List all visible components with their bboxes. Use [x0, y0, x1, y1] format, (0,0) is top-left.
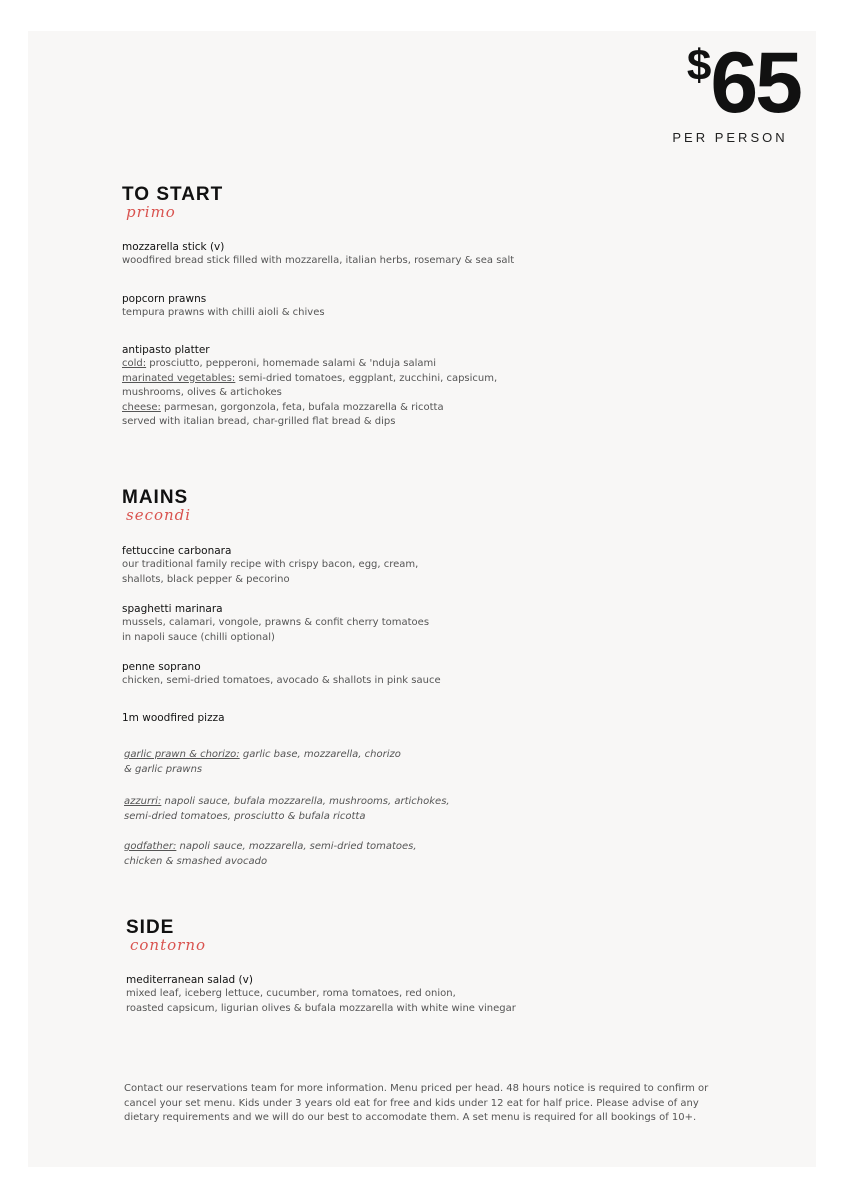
section-heading-side	[126, 918, 206, 952]
item-description-line	[122, 372, 497, 387]
menu-item	[122, 292, 325, 321]
footer-notice	[124, 1082, 734, 1126]
section-title: MAINS	[122, 487, 189, 508]
section-subtitle-script: secondi	[126, 506, 192, 524]
pizza-option	[124, 840, 417, 869]
item-description-line	[122, 357, 497, 372]
item-description-line	[122, 401, 497, 416]
menu-item	[122, 240, 514, 269]
item-name: mozzarella stick (v)	[122, 241, 225, 253]
pizza-toppings: napoli sauce, mozzarella, semi-dried tomatoes,	[176, 841, 417, 852]
pizza-description-line: semi-dried tomatoes, prosciutto & bufala ricotta	[124, 810, 366, 822]
item-description-line: our traditional family recipe with crispy bacon, egg, cream,	[122, 559, 419, 570]
pizza-option	[124, 748, 401, 777]
item-description: woodfired bread stick filled with mozzarella, italian herbs, rosemary & sea salt	[122, 255, 515, 266]
item-name: spaghetti marinara	[122, 603, 223, 615]
item-description-line: shallots, black pepper & pecorino	[122, 573, 290, 585]
item-description-line: roasted capsicum, ligurian olives & bufala mozzarella with white wine vinegar	[126, 1002, 516, 1014]
section-subtitle-script: contorno	[130, 936, 207, 954]
item-description-line: mushrooms, olives & artichokes	[122, 387, 282, 398]
item-name: mediterranean salad (v)	[126, 974, 253, 986]
item-name: fettuccine carbonara	[122, 545, 232, 557]
item-description-line: chicken, semi-dried tomatoes, avocado & shallots in pink sauce	[122, 675, 441, 686]
section-subtitle-script: primo	[126, 203, 176, 221]
pizza-option	[124, 795, 450, 824]
menu-item-pizza	[122, 711, 225, 725]
footer-line: Contact our reservations team for more information. Menu priced per head. 48 hours notice is required to confirm or	[124, 1083, 709, 1094]
item-name: popcorn prawns	[122, 293, 207, 305]
price-amount	[620, 35, 800, 131]
item-sub-text: semi-dried tomatoes, eggplant, zucchini, capsicum,	[235, 372, 498, 384]
menu-item	[122, 660, 441, 689]
item-description-line: in napoli sauce (chilli optional)	[122, 631, 275, 643]
section-heading-mains	[122, 488, 191, 522]
menu-item	[122, 602, 429, 645]
price-block	[620, 35, 800, 145]
section-heading-start	[122, 185, 223, 219]
item-sub-label: cold:	[122, 358, 147, 369]
item-sub-label: cheese:	[122, 401, 161, 413]
pizza-name: garlic prawn & chorizo:	[124, 749, 240, 760]
menu-item	[122, 544, 418, 587]
pizza-toppings: napoli sauce, bufala mozzarella, mushrooms, artichokes,	[161, 796, 450, 807]
pizza-description-line	[124, 840, 417, 855]
price-per-person: PER PERSON	[672, 130, 788, 145]
pizza-toppings: garlic base, mozzarella, chorizo	[239, 749, 401, 760]
footer-line: dietary requirements and we will do our best to accomodate them. A set menu is required for all bookings of 10+.	[124, 1112, 697, 1123]
item-name: 1m woodfired pizza	[122, 712, 225, 724]
price-currency: $	[686, 41, 709, 90]
item-sub-label: marinated vegetables:	[122, 372, 236, 384]
menu-item-antipasto	[122, 343, 497, 430]
item-description-line: served with italian bread, char-grilled flat bread & dips	[122, 416, 396, 427]
item-description: tempura prawns with chilli aioli & chives	[122, 307, 325, 318]
item-description-line: mixed leaf, iceberg lettuce, cucumber, roma tomatoes, red onion,	[126, 988, 456, 999]
pizza-description-line: & garlic prawns	[124, 763, 203, 775]
item-sub-text: prosciutto, pepperoni, homemade salami & 'nduja salami	[146, 358, 437, 369]
pizza-description-line: chicken & smashed avocado	[124, 855, 268, 867]
price-value: 65	[710, 35, 800, 131]
item-name: antipasto platter	[122, 344, 210, 356]
pizza-description-line	[124, 748, 401, 763]
pizza-description-line	[124, 795, 450, 810]
pizza-name: azzurri:	[124, 796, 162, 807]
item-name: penne soprano	[122, 661, 201, 673]
menu-item	[126, 973, 516, 1016]
section-title: TO START	[122, 184, 224, 205]
item-sub-text: parmesan, gorgonzola, feta, bufala mozzarella & ricotta	[160, 401, 444, 413]
pizza-name: godfather:	[124, 841, 177, 852]
footer-line: cancel your set menu. Kids under 3 years old eat for free and kids under 12 eat for half price. Please advise of any	[124, 1097, 699, 1109]
item-description-line: mussels, calamari, vongole, prawns & confit cherry tomatoes	[122, 617, 430, 628]
section-title: SIDE	[126, 917, 175, 938]
